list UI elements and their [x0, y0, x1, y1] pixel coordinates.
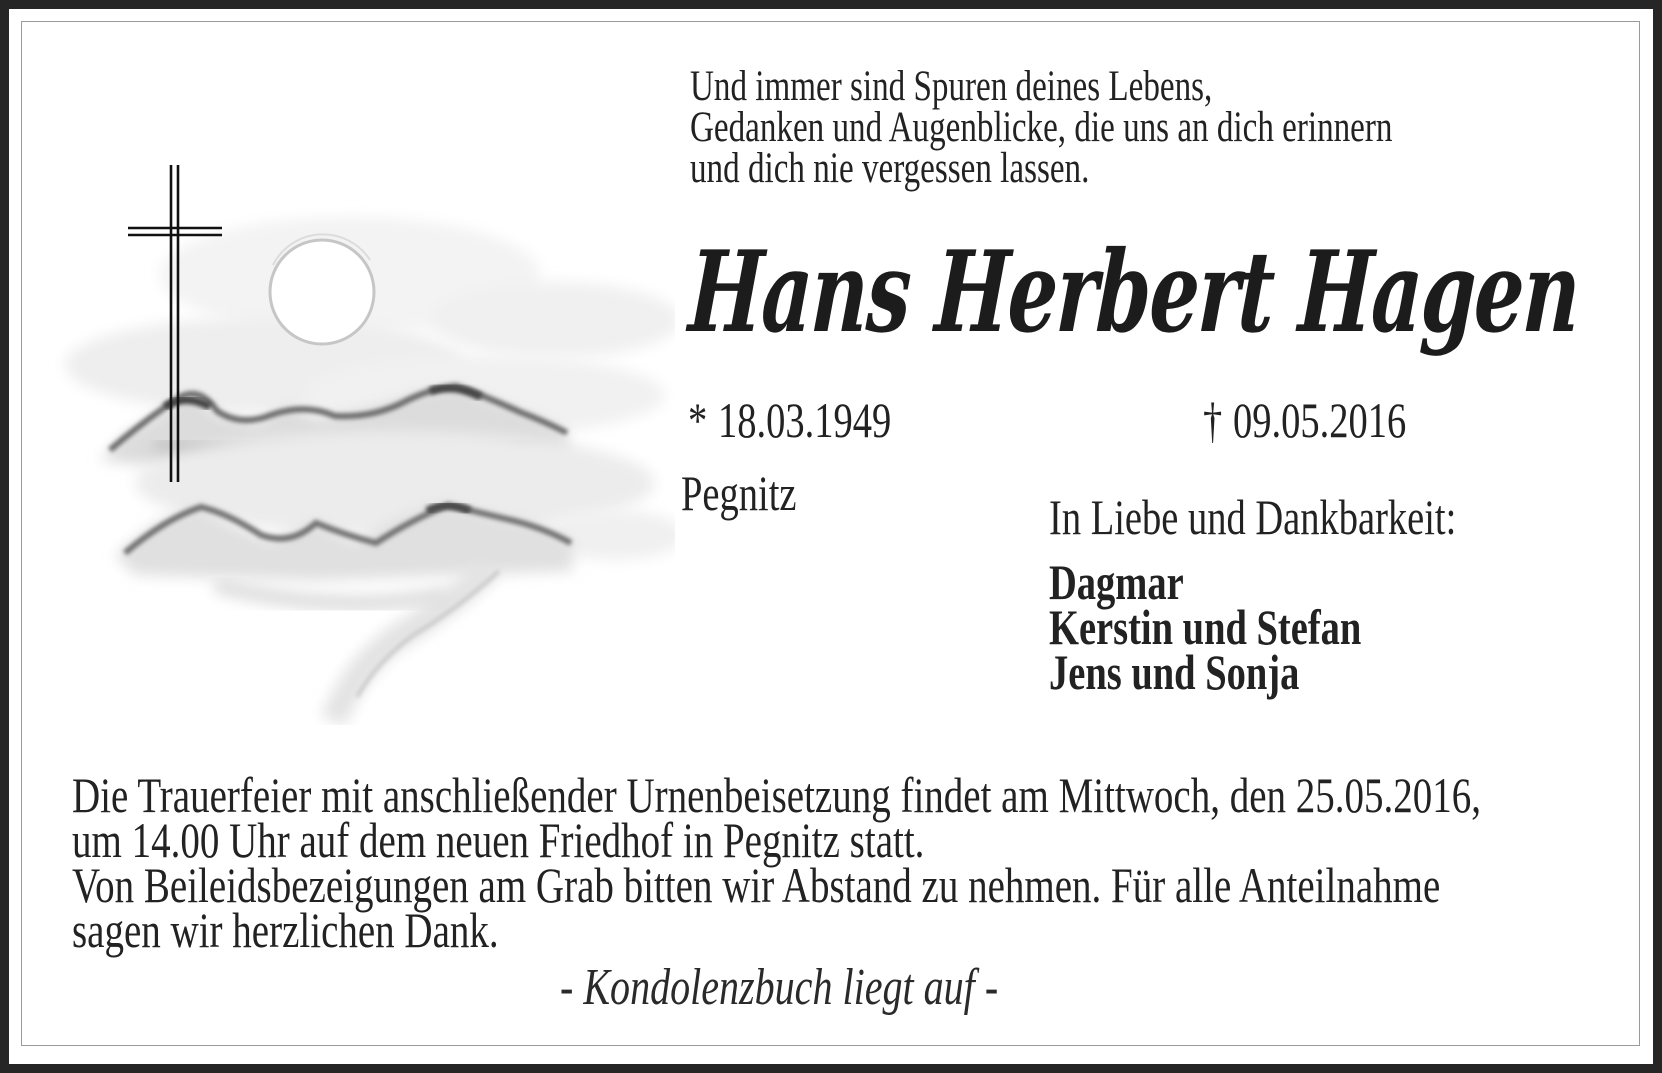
epigraph: [690, 63, 1602, 192]
mountain-landscape: [100, 386, 675, 721]
mourner: Jens und Sonja: [1049, 644, 1300, 700]
mourners-list: [1049, 554, 1455, 700]
death-date-line: [1203, 392, 1467, 448]
birth-date-line: [688, 392, 952, 448]
funeral-line: sagen wir herzlichen Dank.: [72, 902, 499, 958]
mourner: Kerstin und Stefan: [1049, 599, 1362, 655]
mourning-intro: In Liebe und Dankbarkeit:: [1049, 489, 1457, 545]
deceased-name: Hans Herbert Hagen: [686, 227, 1582, 358]
sky-wash: [65, 217, 675, 435]
epigraph-line: Und immer sind Spuren deines Lebens,: [690, 63, 1213, 110]
mourner: Dagmar: [1049, 554, 1184, 610]
epigraph-line: Gedanken und Augenblicke, die uns an dich erinnern: [690, 104, 1393, 151]
epigraph-line: und dich nie vergessen lassen.: [690, 145, 1090, 192]
memorial-illustration: [15, 115, 675, 725]
funeral-line: Von Beileidsbezeigungen am Grab bitten wir Abstand zu nehmen. Für alle Anteilnahme: [72, 857, 1441, 913]
condolence-note: - Kondolenzbuch liegt auf -: [560, 959, 999, 1016]
birth-date: 18.03.1949: [718, 392, 892, 448]
birth-symbol: *: [688, 392, 708, 448]
death-symbol: †: [1203, 392, 1223, 448]
funeral-line: um 14.00 Uhr auf dem neuen Friedhof in Pegnitz statt.: [72, 812, 925, 868]
funeral-line: Die Trauerfeier mit anschließender Urnenbeisetzung findet am Mittwoch, den 25.05.2016,: [72, 767, 1482, 823]
place-name: Pegnitz: [681, 465, 797, 521]
death-date: 09.05.2016: [1233, 392, 1407, 448]
funeral-info: [72, 767, 1662, 958]
